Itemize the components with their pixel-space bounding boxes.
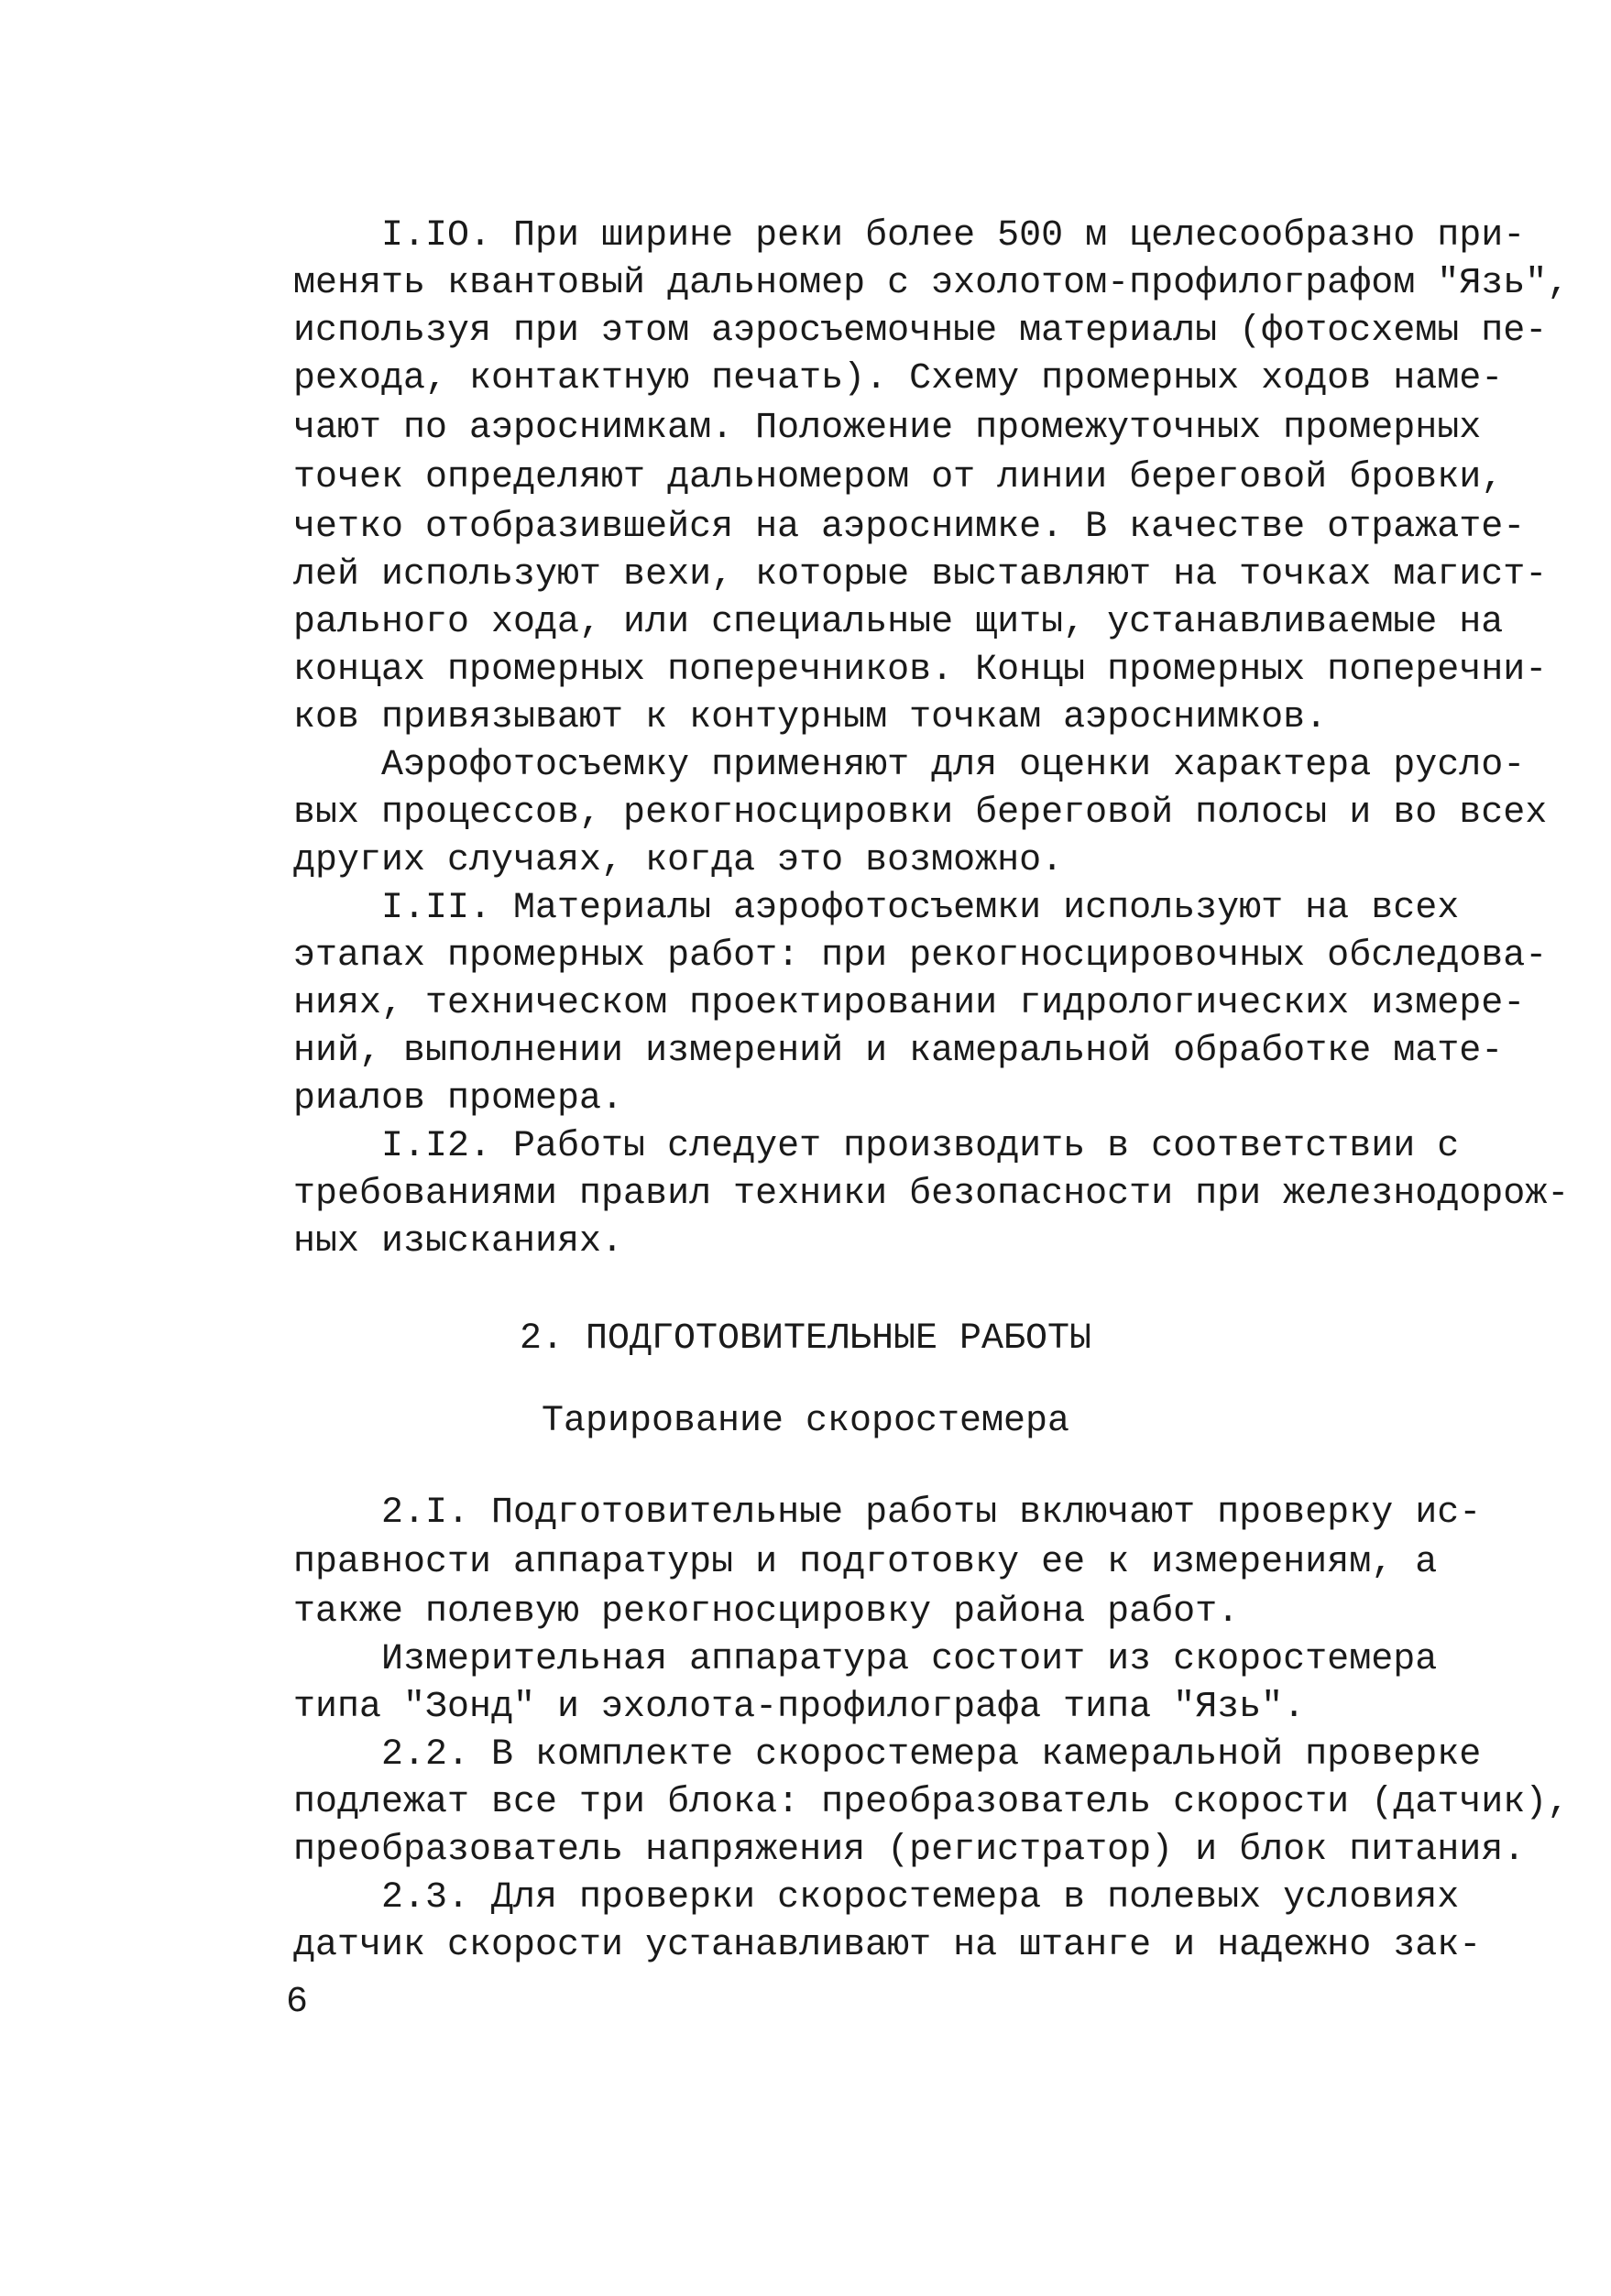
subsection-title: Тарирование скоростемера bbox=[541, 1401, 1070, 1442]
text-line: менять квантовый дальномер с эхолотом-профилографом "Язь", bbox=[293, 263, 1570, 304]
text-line: I.I2. Работы следует производить в соответствии с bbox=[293, 1126, 1460, 1167]
text-line: ков привязывают к контурным точкам аэроснимков. bbox=[293, 697, 1328, 738]
text-line: правности аппаратуры и подготовку ее к измерениям, а bbox=[293, 1542, 1438, 1583]
text-line: также полевую рекогносцировку района работ. bbox=[293, 1591, 1240, 1633]
text-line: 2.3. Для проверки скоростемера в полевых условиях bbox=[293, 1877, 1460, 1919]
text-line: лей используют вехи, которые выставляют на точках магист- bbox=[293, 554, 1548, 596]
text-line: используя при этом аэросъемочные материалы (фотосхемы пе- bbox=[293, 311, 1548, 352]
text-line: ниях, техническом проектировании гидрологических измере- bbox=[293, 983, 1526, 1024]
text-line: концах промерных поперечников. Концы промерных поперечни- bbox=[293, 650, 1548, 691]
text-line: Измерительная аппаратура состоит из скоростемера bbox=[293, 1639, 1438, 1680]
text-line: ний, выполнении измерений и камеральной обработке мате- bbox=[293, 1031, 1504, 1072]
text-line: других случаях, когда это возможно. bbox=[293, 840, 1064, 881]
text-line: вых процессов, рекогносцировки береговой полосы и во всех bbox=[293, 793, 1548, 834]
text-line: преобразователь напряжения (регистратор) и блок питания. bbox=[293, 1830, 1526, 1871]
text-line: ных изысканиях. bbox=[293, 1221, 624, 1263]
text-line: четко отобразившейся на аэроснимке. В качестве отражате- bbox=[293, 507, 1526, 548]
text-line: датчик скорости устанавливают на штанге и надежно зак- bbox=[293, 1925, 1482, 1966]
text-line: требованиями правил техники безопасности при железнодорож- bbox=[293, 1174, 1570, 1215]
text-line: рехода, контактную печать). Схему промерных ходов наме- bbox=[293, 358, 1504, 399]
text-line: типа "Зонд" и эхолота-профилографа типа "Язь". bbox=[293, 1687, 1306, 1728]
section-title: 2. ПОДГОТОВИТЕЛЬНЫЕ РАБОТЫ bbox=[519, 1318, 1092, 1360]
text-line: I.IO. При ширине реки более 500 м целесообразно при- bbox=[293, 215, 1526, 257]
text-line: точек определяют дальномером от линии береговой бровки, bbox=[293, 457, 1504, 498]
text-line: Аэрофотосъемку применяют для оценки характера русло- bbox=[293, 745, 1526, 786]
text-line: этапах промерных работ: при рекогносцировочных обследова- bbox=[293, 935, 1548, 977]
text-line: подлежат все три блока: преобразователь скорости (датчик), bbox=[293, 1782, 1570, 1823]
text-line: I.II. Материалы аэрофотосъемки используют на всех bbox=[293, 888, 1460, 929]
text-line: 2.2. В комплекте скоростемера камеральной проверке bbox=[293, 1734, 1482, 1776]
page-number: 6 bbox=[286, 1982, 309, 2023]
text-line: чают по аэроснимкам. Положение промежуточных промерных bbox=[293, 408, 1482, 449]
text-line: риалов промера. bbox=[293, 1078, 624, 1120]
text-line: рального хода, или специальные щиты, устанавливаемые на bbox=[293, 602, 1504, 643]
text-line: 2.I. Подготовительные работы включают проверку ис- bbox=[293, 1492, 1482, 1534]
